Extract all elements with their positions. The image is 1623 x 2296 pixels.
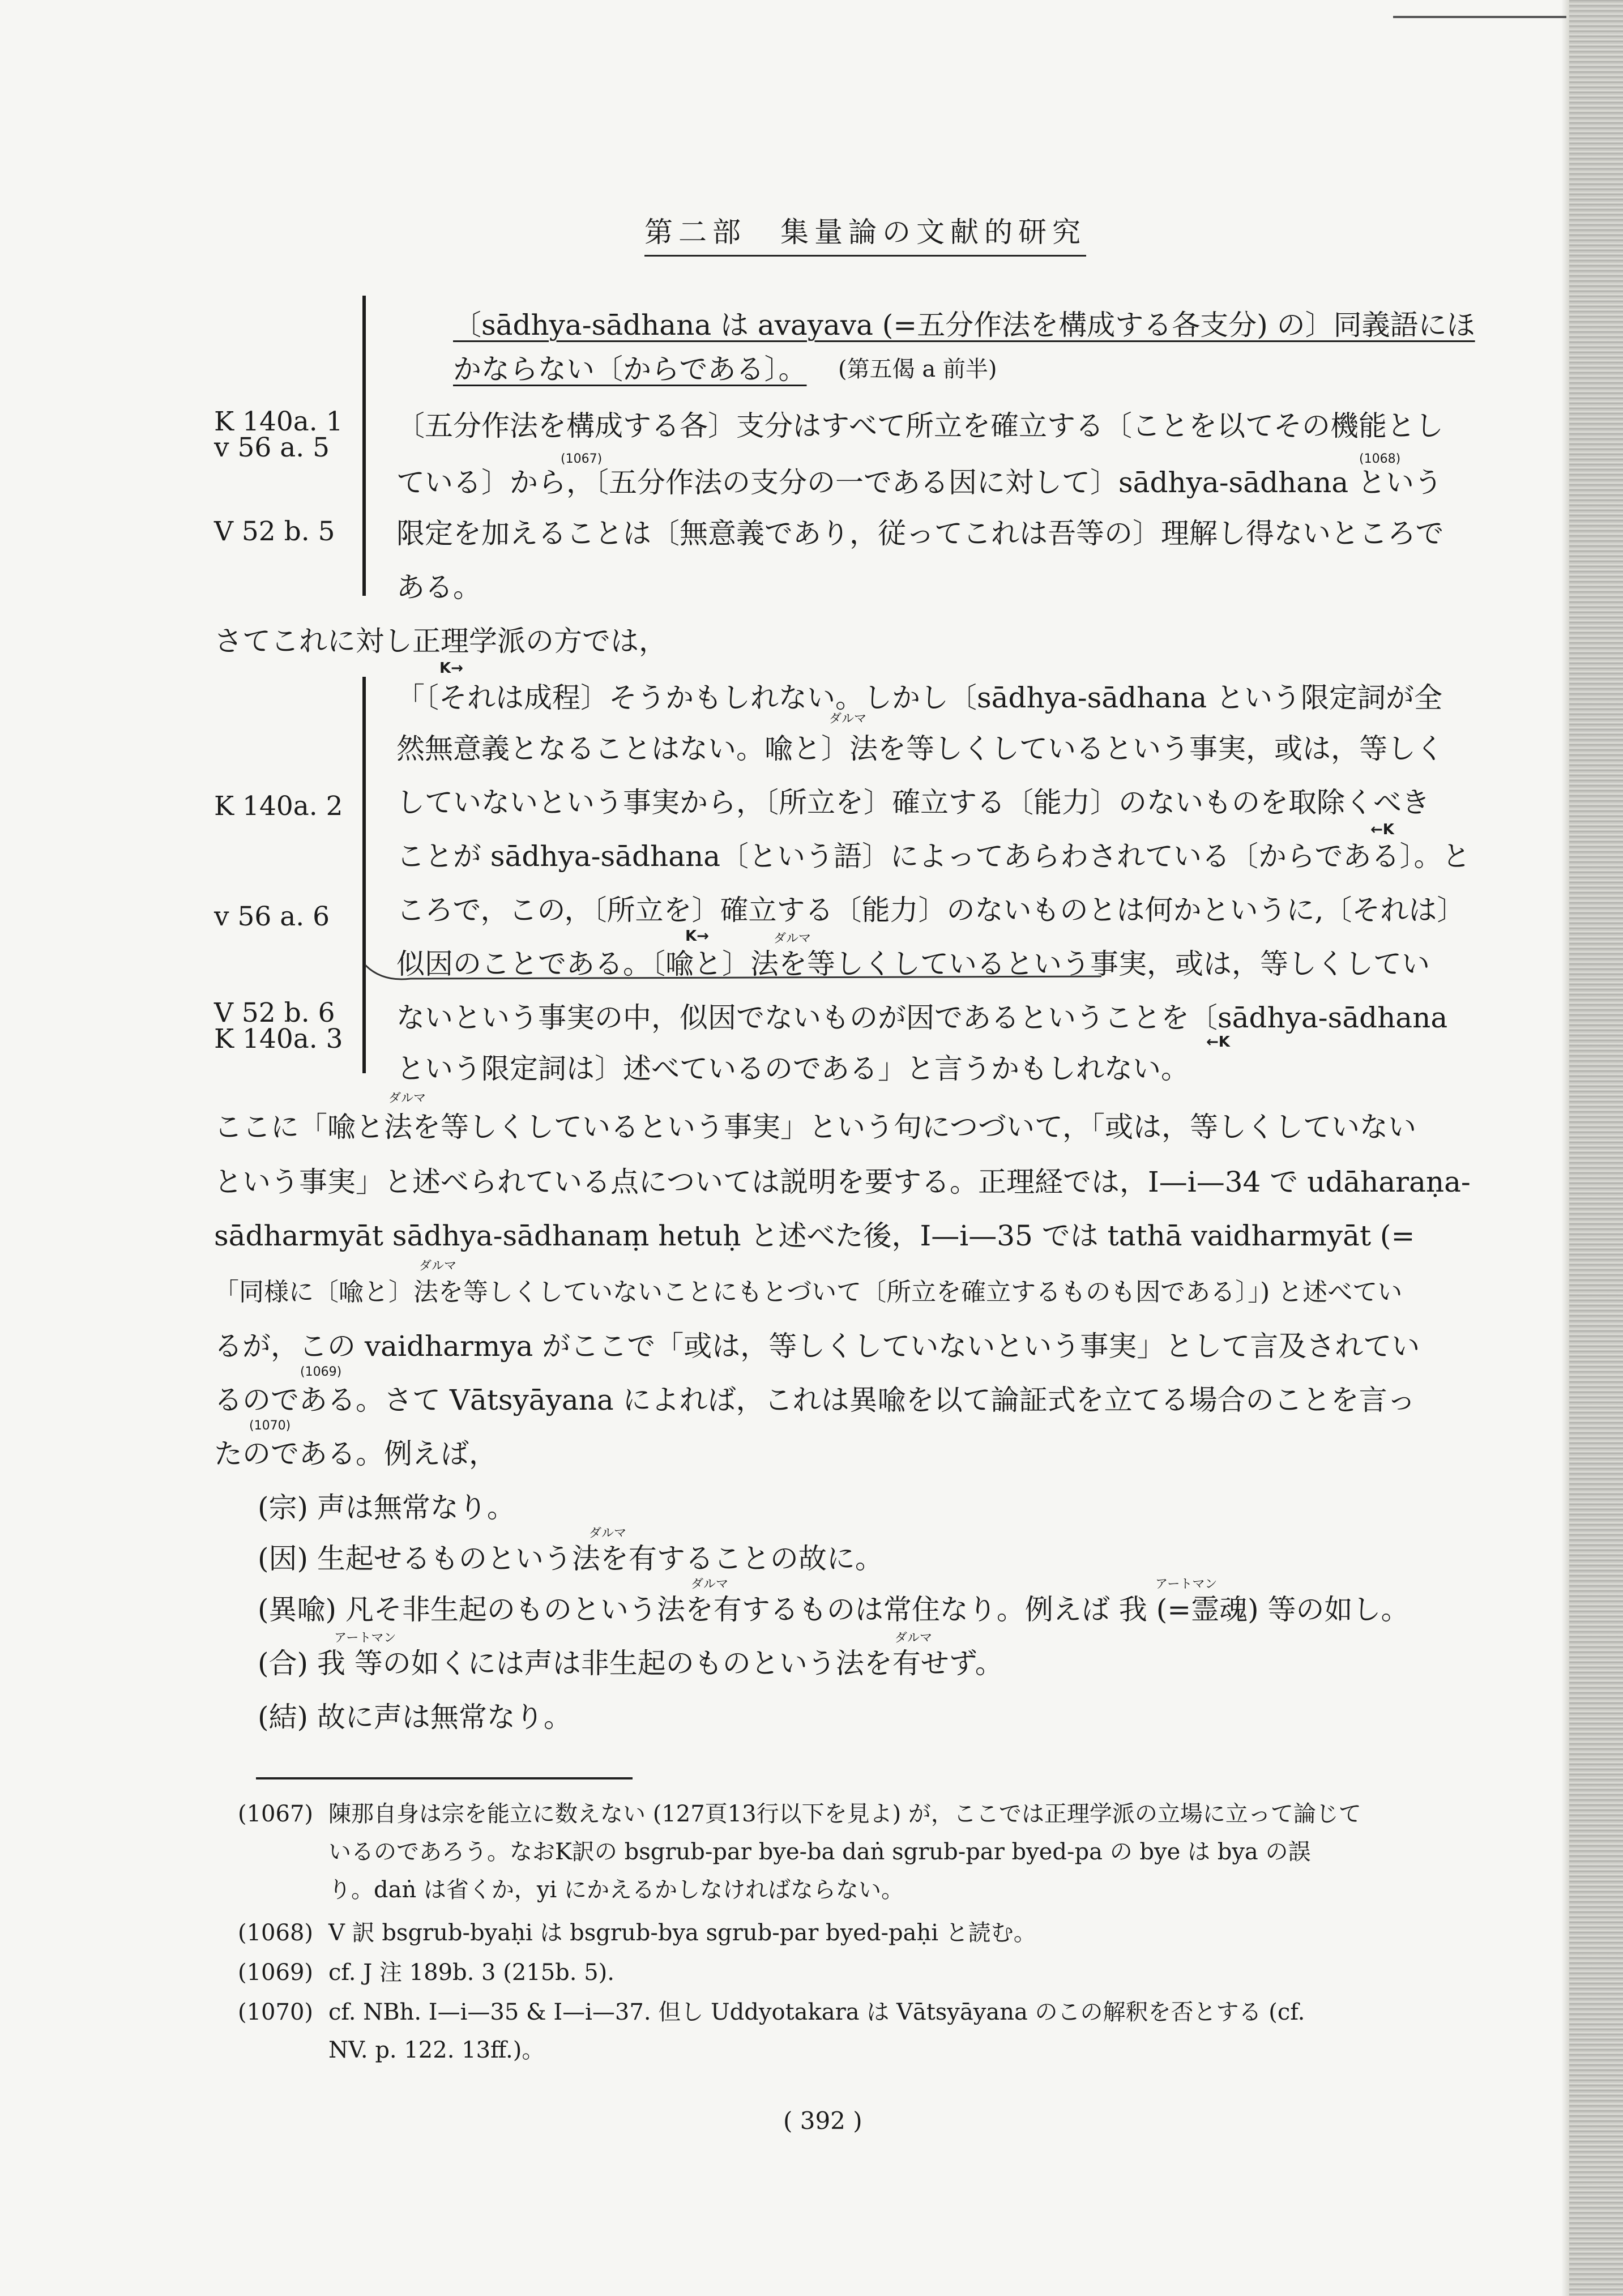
ref-v56a5: v 56 a. 5 — [214, 432, 330, 463]
footnote-number: (1068) — [238, 1920, 314, 1946]
furigana-dharma-2: ダルマ — [774, 932, 812, 946]
quote2-line3: していないという事実から，〔所立を〕確立する〔能力〕のないものを取除くべき — [396, 786, 1430, 819]
k-marker-1: K→ — [439, 660, 463, 677]
quote2-line2: 然無意義となることはない。喩と〕法を等しくしているという事実，或は，等しく — [396, 732, 1444, 765]
footnote-number: (1069) — [238, 1960, 314, 1986]
footnote-number: (1067) — [238, 1801, 314, 1827]
k-marker-4: ←K — [1206, 1034, 1230, 1051]
quote2-line5: ころで，この，〔所立を〕確立する〔能力〕のないものとは何かというに,〔それは〕 — [396, 894, 1466, 927]
ref-V52b6: V 52 b. 6 — [214, 997, 335, 1028]
footnote-number: (1070) — [238, 1999, 314, 2025]
syllogism-negative-example: (異喩) 凡そ非生起のものという法を有するものは常住なり。例えば 我 (=霊魂) 等の如し。 — [258, 1593, 1410, 1626]
running-header: 第二部 集量論の文献的研究 — [644, 210, 1086, 257]
footnote-1068 — [238, 1914, 1495, 1952]
page-edge — [1569, 0, 1623, 2296]
quote1-line1: 〔sādhya-sādhana は avayava (=五分作法を構成する各支分) の〕同義語にほ — [453, 309, 1475, 342]
quote1-line6: ある。 — [396, 571, 481, 604]
quote-bar-1 — [362, 296, 366, 596]
ref-V52b5: V 52 b. 5 — [214, 516, 335, 547]
body-line4: 「同様に〔喩と〕法を等しくしていないことにもとづいて〔所立を確立するものも因である〕」) と述べてい — [214, 1278, 1403, 1307]
quote2-line4: ことが sādhya-sādhana〔という語〕によってあらわされている〔からである〕。と — [396, 840, 1471, 873]
footnote-text: いるのであろう。なおK訳の bsgrub-par bye-ba daṅ sgrub-par byed-pa の bye は bya の誤 — [328, 1839, 1311, 1865]
quote2-line6: 似因のことである。〔喩と〕法を等しくしているという事実，或は，等しくしてい — [396, 948, 1430, 980]
syllogism-conclusion: (結) 故に声は無常なり。 — [258, 1701, 572, 1734]
body-line6: るのである。さて Vātsyāyana によれば，これは異喩を以て論証式を立てる場合のことを言っ — [214, 1384, 1416, 1416]
footnote-1067 — [238, 1795, 1495, 1909]
quote1-line3: 〔五分作法を構成する各〕支分はすべて所立を確立する〔ことを以てその機能とし — [396, 409, 1443, 442]
note-ref-1070: (1070) — [249, 1419, 291, 1433]
note-ref-1067: (1067) — [561, 452, 603, 466]
footnote-text: り。daṅ は省くか，yi にかえるかしなければならない。 — [328, 1877, 904, 1903]
ref-k140a2: K 140a. 2 — [214, 791, 343, 822]
footnote-text: 陳那自身は宗を能立に数えない (127頁13行以下を見よ) が，ここでは正理学派の立場に立って論じて — [328, 1801, 1361, 1827]
ref-k140a1: K 140a. 1 — [214, 406, 343, 437]
furigana-atman-1: アートマン — [1155, 1577, 1218, 1591]
footnote-rule — [256, 1777, 633, 1779]
syllogism-thesis: (宗) 声は無常なり。 — [258, 1491, 515, 1524]
page-number: ( 392 ) — [783, 2107, 862, 2135]
syllogism-application: (合) 我 等の如くには声は非生起のものという法を有せず。 — [258, 1647, 1003, 1680]
quote1-line5: 限定を加えることは〔無意義であり，従ってこれは吾等の〕理解し得ないところで — [396, 517, 1444, 550]
k-marker-3: K→ — [685, 928, 709, 945]
quote2-line1: 「〔それは成程〕そうかもしれない。しかし〔sādhya-sādhana という限定詞が全 — [396, 681, 1443, 714]
verse-reference: (第五偈 a 前半) — [838, 356, 997, 382]
ref-v56a6: v 56 a. 6 — [214, 901, 330, 932]
furigana-dharma-5: ダルマ — [589, 1526, 627, 1540]
furigana-dharma-4: ダルマ — [419, 1259, 457, 1273]
footnote-text: V 訳 bsgrub-byaḥi は bsgrub-bya sgrub-par byed-paḥi と読む。 — [328, 1920, 1036, 1946]
syllogism-reason: (因) 生起せるものという法を有することの故に。 — [258, 1542, 883, 1575]
intro-line: さてこれに対し正理学派の方では， — [214, 625, 667, 658]
furigana-dharma-3: ダルマ — [388, 1091, 426, 1106]
footnote-text: NV. p. 122. 13ff.)。 — [328, 2037, 545, 2063]
body-line3: sādharmyāt sādhya-sādhanaṃ hetuḥ と述べた後，I—i—35 では tathā vaidharmyāt (= — [214, 1219, 1415, 1252]
furigana-dharma-7: ダルマ — [895, 1631, 933, 1645]
body-line1: ここに「喩と法を等しくしているという事実」という句につづいて，「或は，等しくしていない — [214, 1111, 1416, 1143]
scan-mark — [1393, 16, 1566, 18]
ref-k140a3: K 140a. 3 — [214, 1023, 343, 1055]
footnote-text: cf. NBh. I—i—35 & I—i—37. 但し Uddyotakara は Vātsyāyana のこの解釈を否とする (cf. — [328, 1999, 1305, 2025]
quote1-line4: ている〕から，〔五分作法の支分の一である因に対して〕sādhya-sādhana という — [396, 466, 1443, 499]
body-line5: るが，この vaidharmya がここで「或は，等しくしていないという事実」として言及されてい — [214, 1330, 1420, 1363]
furigana-dharma-1: ダルマ — [829, 712, 867, 726]
footnote-1070 — [238, 1994, 1495, 2069]
body-line2: という事実」と述べられている点については説明を要する。正理経では，I—i—34 で udāharaṇa- — [214, 1166, 1471, 1198]
footnote-text: cf. J 注 189b. 3 (215b. 5). — [328, 1960, 614, 1986]
body-line7: たのである。例えば， — [214, 1437, 497, 1470]
furigana-atman-2: アートマン — [334, 1631, 396, 1645]
page-shadow — [1561, 0, 1569, 2296]
quote2-line8: という限定詞は〕述べているのである」と言うかもしれない。 — [396, 1052, 1189, 1085]
k-marker-2: ←K — [1370, 821, 1394, 838]
quote2-line7: ないという事実の中，似因でないものが因であるということを〔sādhya-sādhana — [396, 1001, 1448, 1034]
furigana-dharma-6: ダルマ — [691, 1577, 729, 1591]
footnote-1069 — [238, 1954, 1495, 1992]
quote-bar-2 — [362, 677, 366, 1073]
note-ref-1068: (1068) — [1359, 452, 1401, 466]
quote1-line2: かならない〔からである〕。 — [453, 353, 807, 386]
note-ref-1069: (1069) — [300, 1365, 342, 1379]
